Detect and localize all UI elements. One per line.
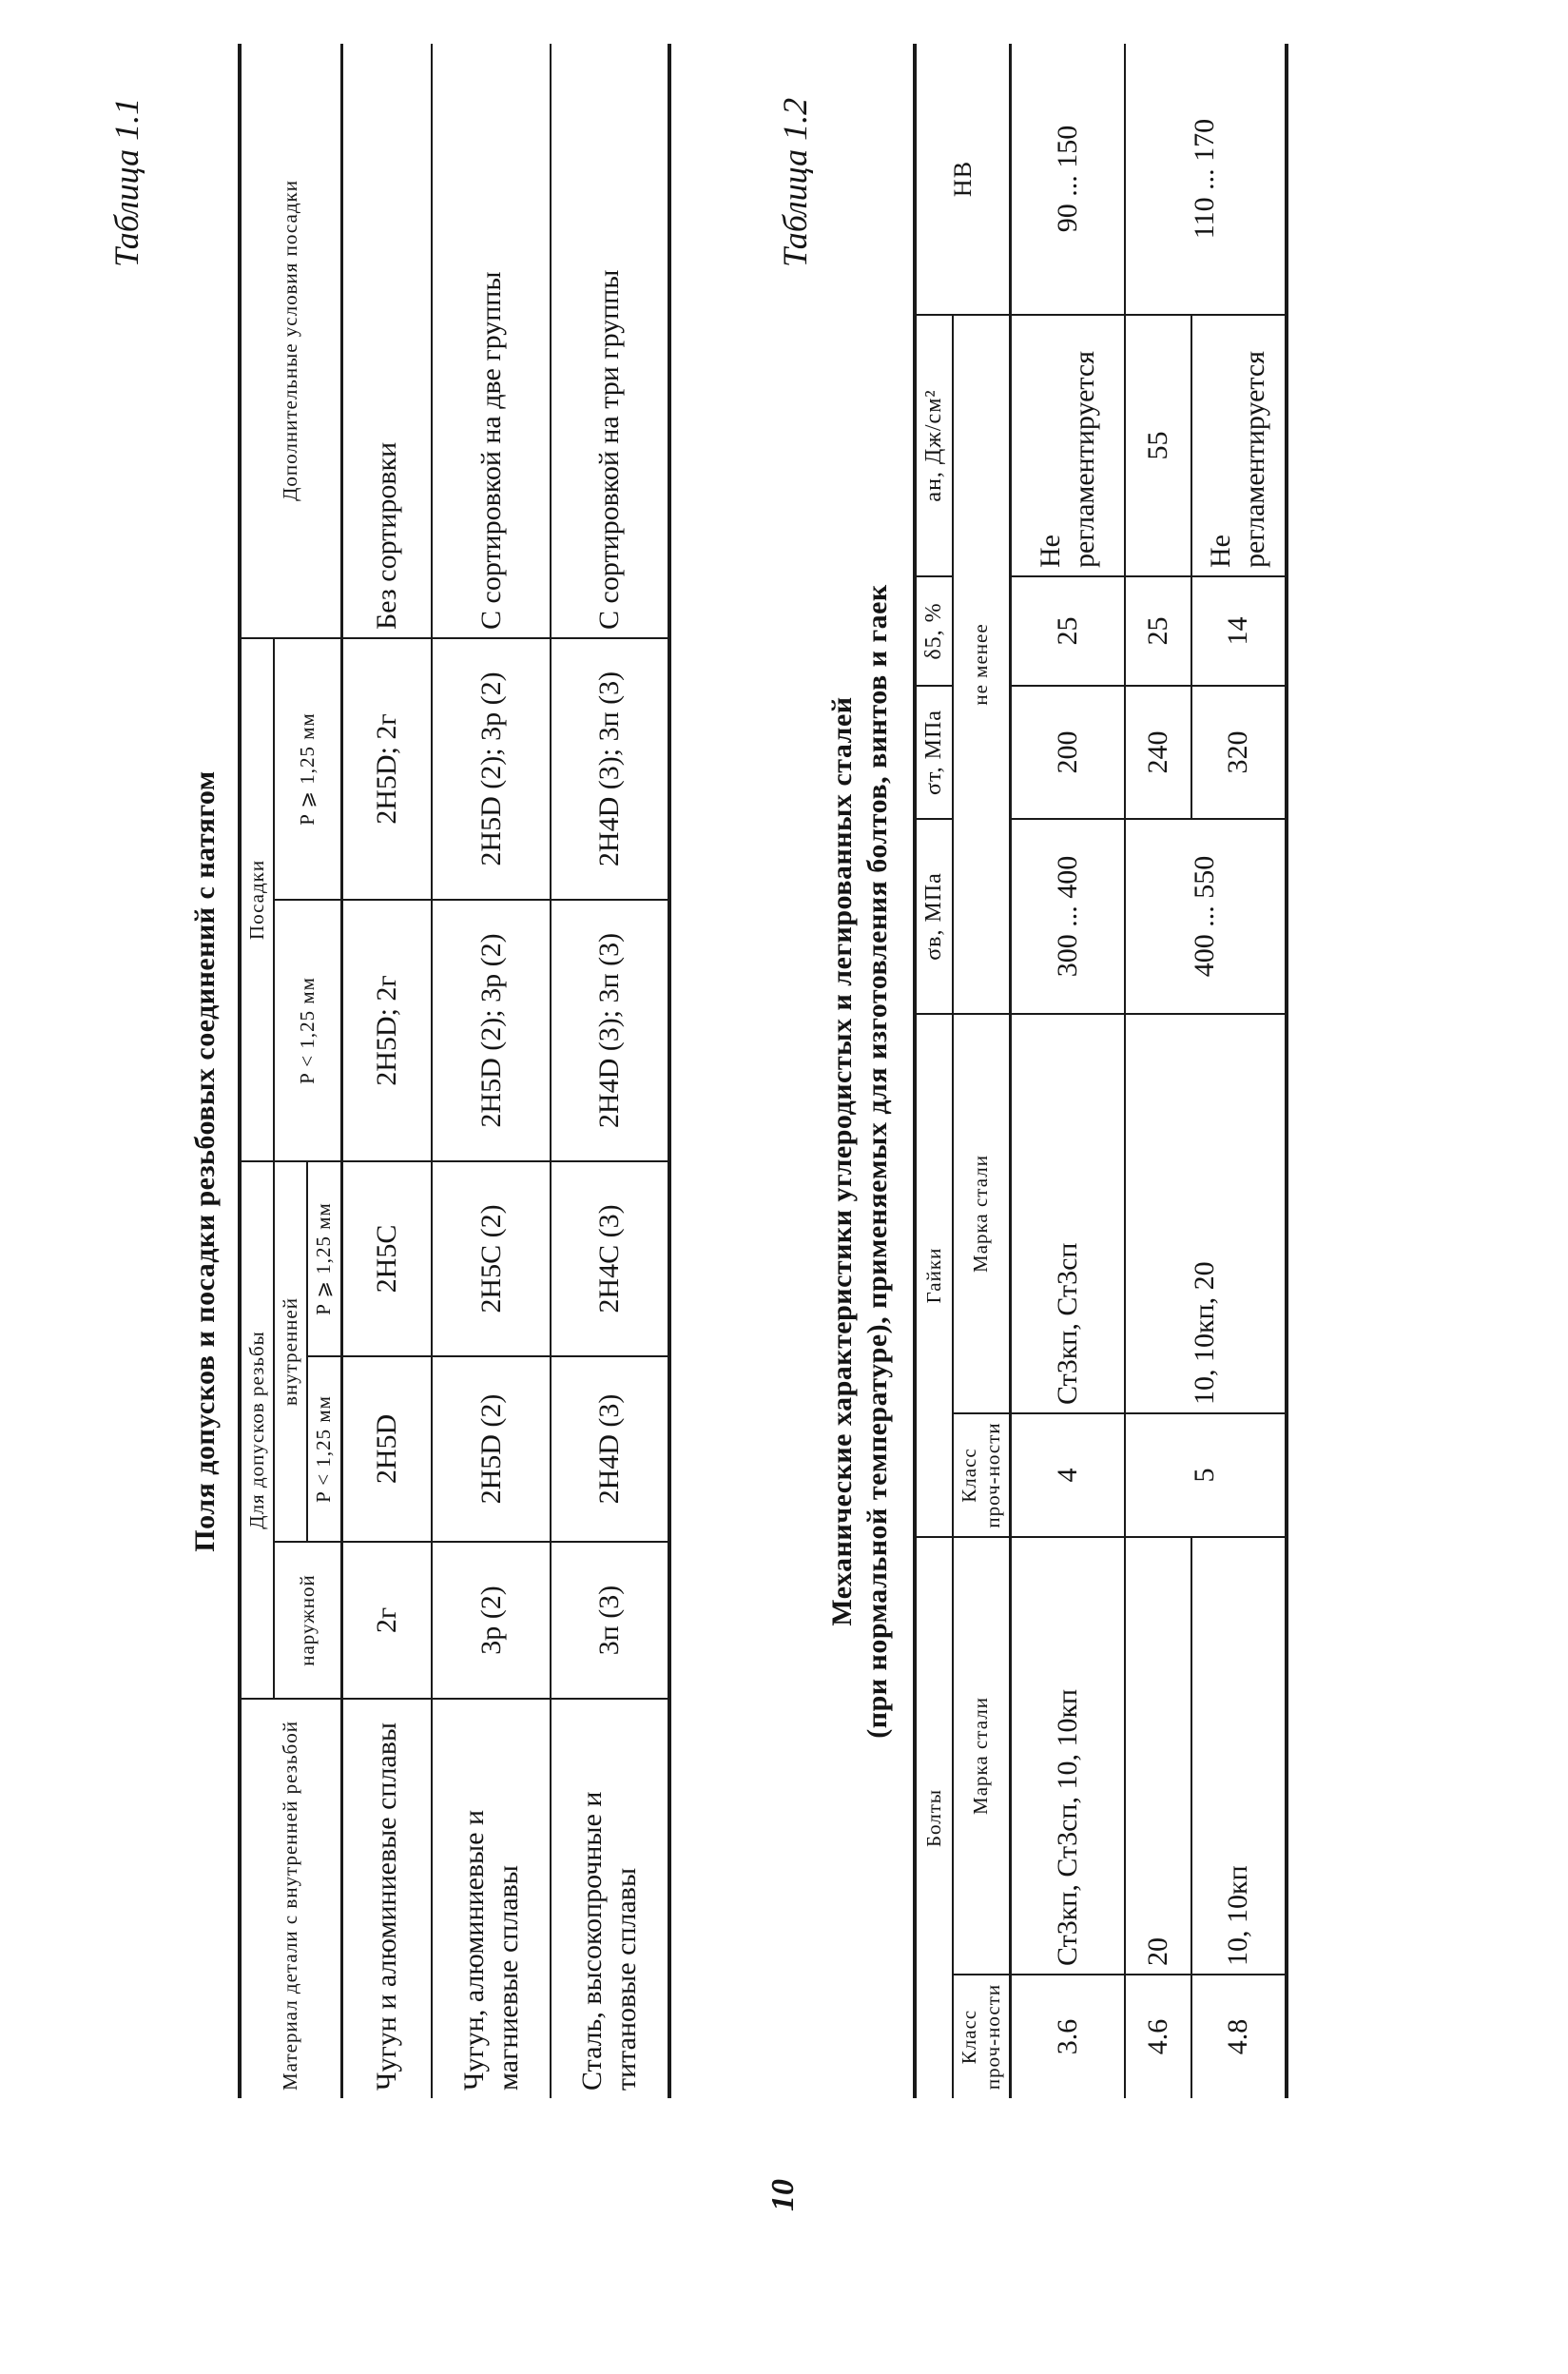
header-internal-p-less: P < 1,25 мм xyxy=(307,1356,341,1542)
table2-title-line2: (при нормальной температуре), применяемых для изготовления болтов, винтов и гаек xyxy=(861,584,893,1739)
table-cell-fit-greater: 2H5D; 2г xyxy=(341,638,432,900)
table-cell-extra: С сортировкой на три группы xyxy=(551,44,669,638)
table-cell-delta: 25 xyxy=(1011,576,1125,686)
page-number: 10 xyxy=(765,2179,801,2211)
table-cell-bolt-steel: 10, 10кп xyxy=(1191,1537,1287,1975)
table-cell-external: 2г xyxy=(341,1542,432,1699)
header-bolt-steel: Марка стали xyxy=(953,1537,1011,1975)
table-cell-bolt-class: 4.6 xyxy=(1125,1975,1191,2098)
table-cell-internal-less: 2H5D xyxy=(341,1356,432,1542)
table-cell-sigma-b: 300 ... 400 xyxy=(1011,819,1125,1014)
table-cell-sigma-t: 320 xyxy=(1191,686,1287,819)
header-fits-p-greater: P ⩾ 1,25 мм xyxy=(274,638,341,900)
table-row-material: Чугун и алюминиевые сплавы xyxy=(341,1699,432,2098)
table1-title: Поля допусков и посадки резьбовых соединений с натягом xyxy=(189,770,221,1552)
header-fits: Посадки xyxy=(240,638,274,1161)
header-nut-steel: Марка стали xyxy=(953,1014,1011,1413)
table-cell-fit-less: 2H5D (2); 3р (2) xyxy=(432,900,551,1161)
table-cell-fit-greater: 2H4D (3); 3п (3) xyxy=(551,638,669,900)
table-row-material: Чугун, алюминиевые и магниевые сплавы xyxy=(432,1699,551,2098)
table-cell-external: 3р (2) xyxy=(432,1542,551,1699)
table2 xyxy=(913,44,1288,2098)
table-cell-a-n: Не регламентируется xyxy=(1191,315,1287,576)
table-cell-sigma-b: 400 ... 550 xyxy=(1125,819,1287,1014)
table-cell-delta: 25 xyxy=(1125,576,1191,686)
table-cell-nut-class: 5 xyxy=(1125,1413,1287,1537)
header-sigma-t: σт, МПа xyxy=(915,686,953,819)
header-fits-p-less: P < 1,25 мм xyxy=(274,900,341,1161)
header-external: наружной xyxy=(274,1542,341,1699)
header-bolts: Болты xyxy=(915,1537,953,2098)
header-delta: δ5, % xyxy=(915,576,953,686)
header-not-less: не менее xyxy=(953,315,1011,1014)
table-cell-nut-steel: Ст3кп, Ст3сп xyxy=(1011,1014,1125,1413)
table-cell-external: 3п (3) xyxy=(551,1542,669,1699)
table-cell-fit-greater: 2H5D (2); 3р (2) xyxy=(432,638,551,900)
header-nuts: Гайки xyxy=(915,1014,953,1537)
table-cell-bolt-class: 3.6 xyxy=(1011,1975,1125,2098)
table-cell-sigma-t: 200 xyxy=(1011,686,1125,819)
table-cell-bolt-steel: 20 xyxy=(1125,1537,1191,1975)
header-extra-conditions: Дополнительные условия посадки xyxy=(240,44,341,638)
table-cell-delta: 14 xyxy=(1191,576,1287,686)
table-cell-bolt-class: 4.8 xyxy=(1222,2018,1254,2055)
header-a-n: aн, Дж/см² xyxy=(915,315,953,576)
header-internal-p-greater: P ⩾ 1,25 мм xyxy=(307,1161,341,1356)
table-cell-internal-greater: 2H5C xyxy=(341,1161,432,1356)
table2-title-line1: Механические характеристики углеродистых и легированных сталей xyxy=(826,696,858,1626)
table-cell-hb: 90 ... 150 xyxy=(1011,44,1125,315)
table-cell-extra: С сортировкой на две группы xyxy=(432,44,551,638)
table-cell-internal-greater: 2H5C (2) xyxy=(432,1161,551,1356)
table-cell-fit-less: 2H5D; 2г xyxy=(341,900,432,1161)
header-tolerance-group: Для допусков резьбы xyxy=(240,1161,274,1699)
header-nut-class: Класс проч-ности xyxy=(953,1413,1011,1537)
table-cell-fit-less: 2H4D (3); 3п (3) xyxy=(551,900,669,1161)
table-cell-a-n: Не регламентируется xyxy=(1011,315,1125,576)
table-cell-extra: Без сортировки xyxy=(341,44,432,638)
header-material: Материал детали с внутренней резьбой xyxy=(240,1699,341,2098)
table1 xyxy=(238,44,671,2098)
header-sigma-b: σв, МПа xyxy=(915,819,953,1014)
table-cell-a-n: 55 xyxy=(1125,315,1191,576)
table-cell-hb: 110 ... 170 xyxy=(1125,44,1287,315)
table-row-material: Сталь, высокопрочные и титановые сплавы xyxy=(576,1791,643,2091)
table-cell-nut-steel: 10, 10кп, 20 xyxy=(1125,1014,1287,1413)
table-cell-nut-class: 4 xyxy=(1011,1413,1125,1537)
header-hb: НВ xyxy=(915,44,1011,315)
table1-caption: Таблица 1.1 xyxy=(107,97,145,267)
table-cell-internal-less: 2H4D (3) xyxy=(551,1356,669,1542)
table-cell-sigma-t: 240 xyxy=(1125,686,1191,819)
header-bolt-class: Класс проч-ности xyxy=(953,1975,1011,2098)
header-internal: внутренней xyxy=(274,1161,307,1542)
table2-caption: Таблица 1.2 xyxy=(776,97,814,267)
table-cell-bolt-steel: Ст3кп, Ст3сп, 10, 10кп xyxy=(1011,1537,1125,1975)
table-cell-internal-greater: 2H4C (3) xyxy=(551,1161,669,1356)
table-cell-internal-less: 2H5D (2) xyxy=(432,1356,551,1542)
